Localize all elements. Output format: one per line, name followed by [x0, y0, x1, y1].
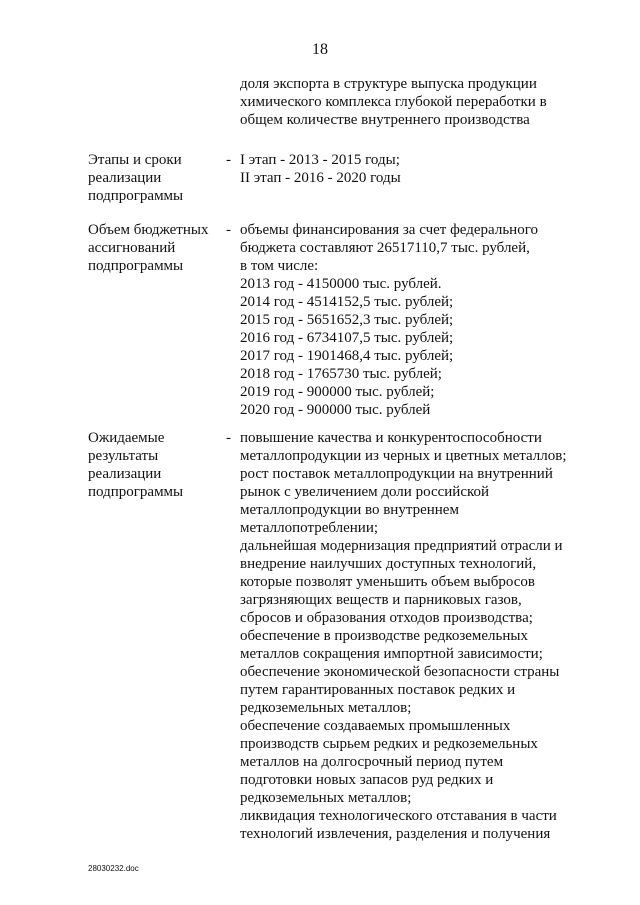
results-line: производств сырьем редких и редкоземельных — [240, 736, 538, 752]
results-line: металлов сокращения импортной зависимости; — [240, 646, 543, 662]
budget-label-line: Объем бюджетных — [88, 222, 209, 238]
intro-line: доля экспорта в структуре выпуска продукции — [240, 76, 537, 92]
results-line: редкоземельных металлов; — [240, 700, 412, 716]
results-label-line: результаты — [88, 448, 159, 464]
results-label-line: подпрограммы — [88, 484, 184, 500]
results-line: повышение качества и конкурентоспособности — [240, 430, 542, 446]
intro-text — [240, 75, 600, 129]
results-text — [240, 429, 600, 843]
stages-label-line: Этапы и сроки — [88, 152, 182, 168]
results-line: металлопотреблении; — [240, 520, 379, 536]
budget-line: 2020 год - 900000 тыс. рублей — [240, 402, 431, 418]
budget-line: 2018 год - 1765730 тыс. рублей; — [240, 366, 442, 382]
page-number: 18 — [312, 41, 328, 58]
budget-line: 2019 год - 900000 тыс. рублей; — [240, 384, 435, 400]
results-line: обеспечение создаваемых промышленных — [240, 718, 511, 734]
results-line: путем гарантированных поставок редких и — [240, 682, 516, 698]
results-line: дальнейшая модернизация предприятий отрасли и — [240, 538, 563, 554]
budget-line: 2013 год - 4150000 тыс. рублей. — [240, 276, 442, 292]
budget-label-line: ассигнований — [88, 240, 176, 256]
budget-label — [88, 221, 228, 275]
results-line: ликвидация технологического отставания в части — [240, 808, 557, 824]
stages-line: II этап - 2016 - 2020 годы — [240, 170, 401, 186]
budget-line: 2015 год - 5651652,3 тыс. рублей; — [240, 312, 454, 328]
budget-line: в том числе: — [240, 258, 319, 274]
results-line: технологий извлечения, разделения и получения — [240, 826, 551, 842]
budget-line: бюджета составляют 26517110,7 тыс. рублей, — [240, 240, 530, 256]
results-line: редкоземельных металлов; — [240, 790, 412, 806]
results-line: рынок с увеличением доли российской — [240, 484, 490, 500]
results-label-line: Ожидаемые — [88, 430, 165, 446]
results-line: которые позволят уменьшить объем выбросов — [240, 574, 535, 590]
stages-text — [240, 151, 600, 187]
budget-line: 2017 год - 1901468,4 тыс. рублей; — [240, 348, 454, 364]
results-line: металлопродукции из черных и цветных металлов; — [240, 448, 567, 464]
results-label-line: реализации — [88, 466, 162, 482]
results-line: обеспечение экономической безопасности страны — [240, 664, 560, 680]
intro-line: химического комплекса глубокой переработки в — [240, 94, 547, 110]
stages-label — [88, 151, 228, 205]
results-dash: - — [226, 430, 231, 446]
results-line: внедрение наилучших доступных технологий, — [240, 556, 537, 572]
stages-label-line: реализации — [88, 170, 162, 186]
stages-dash: - — [226, 152, 231, 168]
footer-filename: 28030232.doc — [88, 864, 139, 873]
results-line: металлов на долгосрочный период путем — [240, 754, 504, 770]
budget-text — [240, 221, 600, 419]
results-label — [88, 429, 228, 501]
budget-line: 2014 год - 4514152,5 тыс. рублей; — [240, 294, 454, 310]
stages-label-line: подпрограммы — [88, 188, 184, 204]
budget-dash: - — [226, 222, 231, 238]
budget-line: объемы финансирования за счет федерального — [240, 222, 538, 238]
results-line: металлопродукции во внутреннем — [240, 502, 459, 518]
stages-line: I этап - 2013 - 2015 годы; — [240, 152, 400, 168]
budget-label-line: подпрограммы — [88, 258, 184, 274]
results-line: подготовки новых запасов руд редких и — [240, 772, 494, 788]
budget-line: 2016 год - 6734107,5 тыс. рублей; — [240, 330, 454, 346]
results-line: обеспечение в производстве редкоземельных — [240, 628, 528, 644]
results-line: рост поставок металлопродукции на внутренний — [240, 466, 553, 482]
intro-line: общем количестве внутреннего производства — [240, 112, 530, 128]
results-line: загрязняющих веществ и парниковых газов, — [240, 592, 522, 608]
results-line: сбросов и образования отходов производства; — [240, 610, 533, 626]
